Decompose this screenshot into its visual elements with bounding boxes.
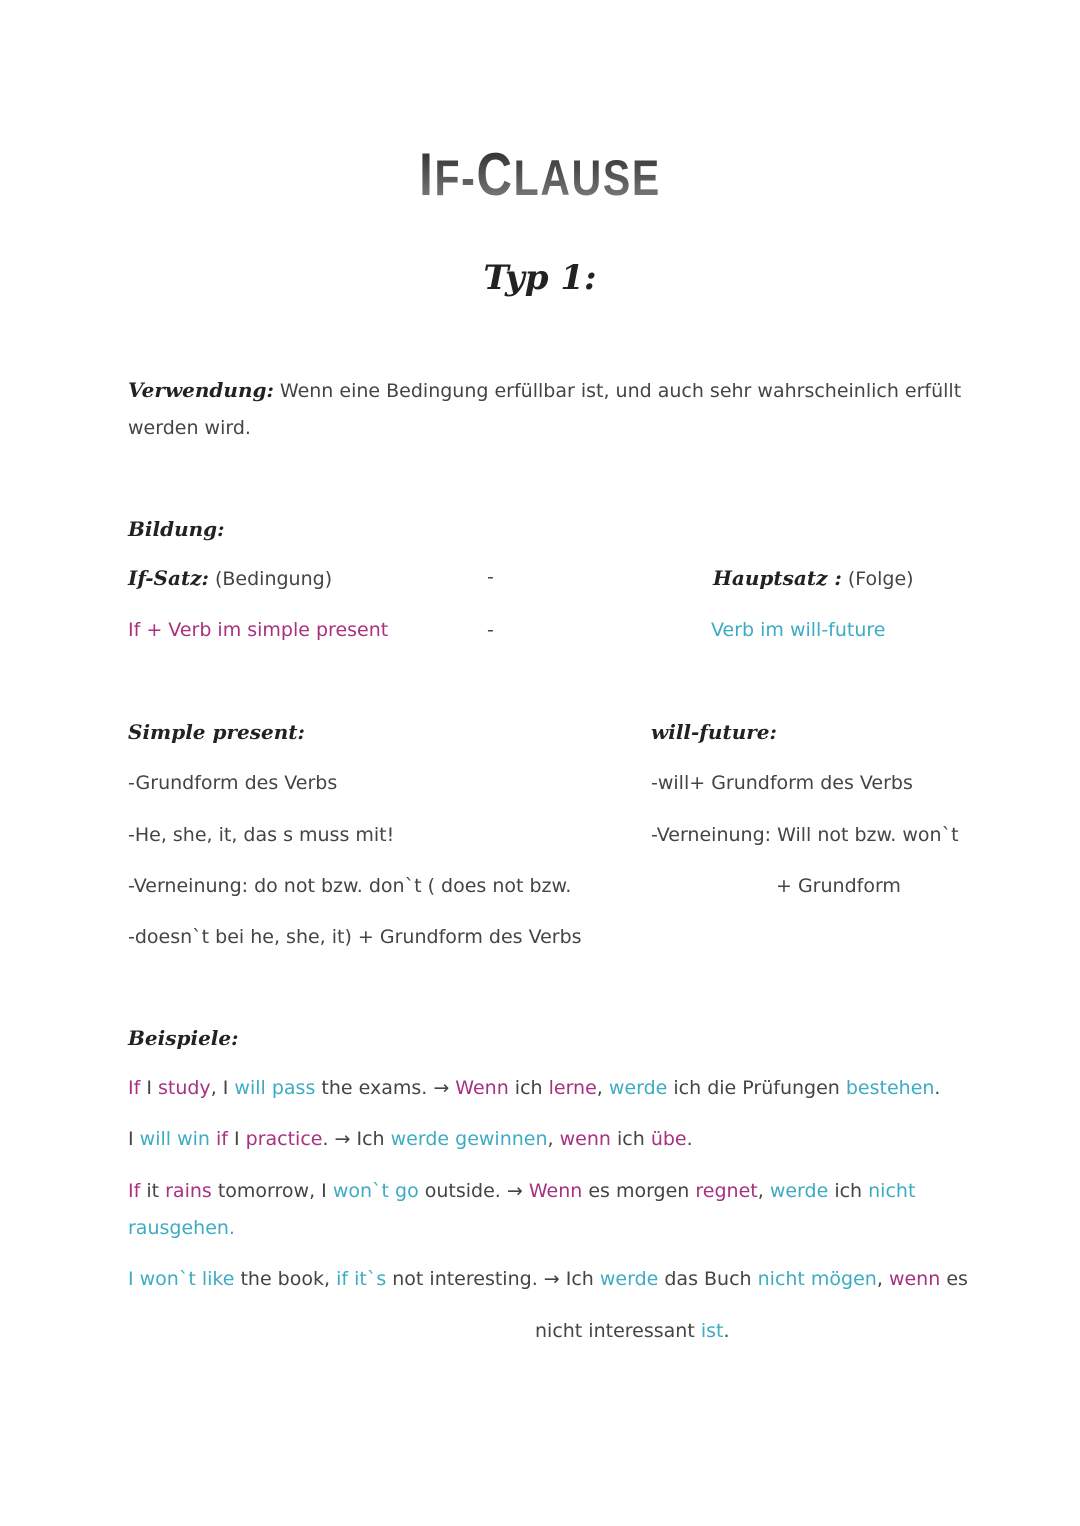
page-subtitle: Typ 1: (483, 258, 597, 298)
example-4: I won`t like the book, if it`s not interesting. → Ich werde das Buch nicht mögen, wenn es (128, 1268, 968, 1290)
will-future-line: -will+ Grundform des Verbs (651, 772, 913, 794)
bildung-dash-1: - (487, 566, 494, 588)
hauptsatz-label: Hauptsatz : (713, 566, 842, 590)
will-future-line: + Grundform (776, 875, 901, 897)
page-title: IF-CLAUSE (97, 140, 983, 209)
example-3: If it rains tomorrow, I won`t go outside. → Wenn es morgen regnet, werde ich nicht (128, 1180, 916, 1202)
example-3-continued: rausgehen. (128, 1217, 235, 1239)
example-2: I will win if I practice. → Ich werde gewinnen, wenn ich übe. (128, 1128, 693, 1150)
simple-present-line: -He, she, it, das s muss mit! (128, 824, 395, 846)
verwendung-label: Verwendung: (128, 378, 274, 402)
bildung-dash-2: - (487, 619, 494, 641)
simple-present-line: -Grundform des Verbs (128, 772, 338, 794)
simple-present-line: -doesn`t bei he, she, it) + Grundform des Verbs (128, 926, 582, 948)
beispiele-label: Beispiele: (128, 1026, 239, 1050)
hauptsatz-text: (Folge) (841, 568, 914, 590)
example-1: If I study, I will pass the exams. → Wenn ich lerne, werde ich die Prüfungen bestehen. (128, 1077, 941, 1099)
main-formula: Verb im will-future (711, 619, 886, 641)
will-future-line: -Verneinung: Will not bzw. won`t (651, 824, 959, 846)
ifsatz-heading (128, 566, 332, 590)
verwendung-line-1 (128, 378, 961, 402)
simple-present-label: Simple present: (128, 720, 305, 744)
verwendung-line-2: werden wird. (128, 417, 251, 439)
ifsatz-text: (Bedingung) (208, 568, 333, 590)
if-formula: If + Verb im simple present (128, 619, 389, 641)
example-4-continued: nicht interessant ist. (535, 1320, 730, 1342)
hauptsatz-heading (713, 566, 914, 590)
ifsatz-label: If-Satz: (128, 566, 209, 590)
verwendung-text: Wenn eine Bedingung erfüllbar ist, und auch sehr wahrscheinlich erfüllt (273, 380, 962, 402)
bildung-label: Bildung: (128, 517, 225, 541)
will-future-label: will-future: (651, 720, 777, 744)
simple-present-line: -Verneinung: do not bzw. don`t ( does not bzw. (128, 875, 572, 897)
